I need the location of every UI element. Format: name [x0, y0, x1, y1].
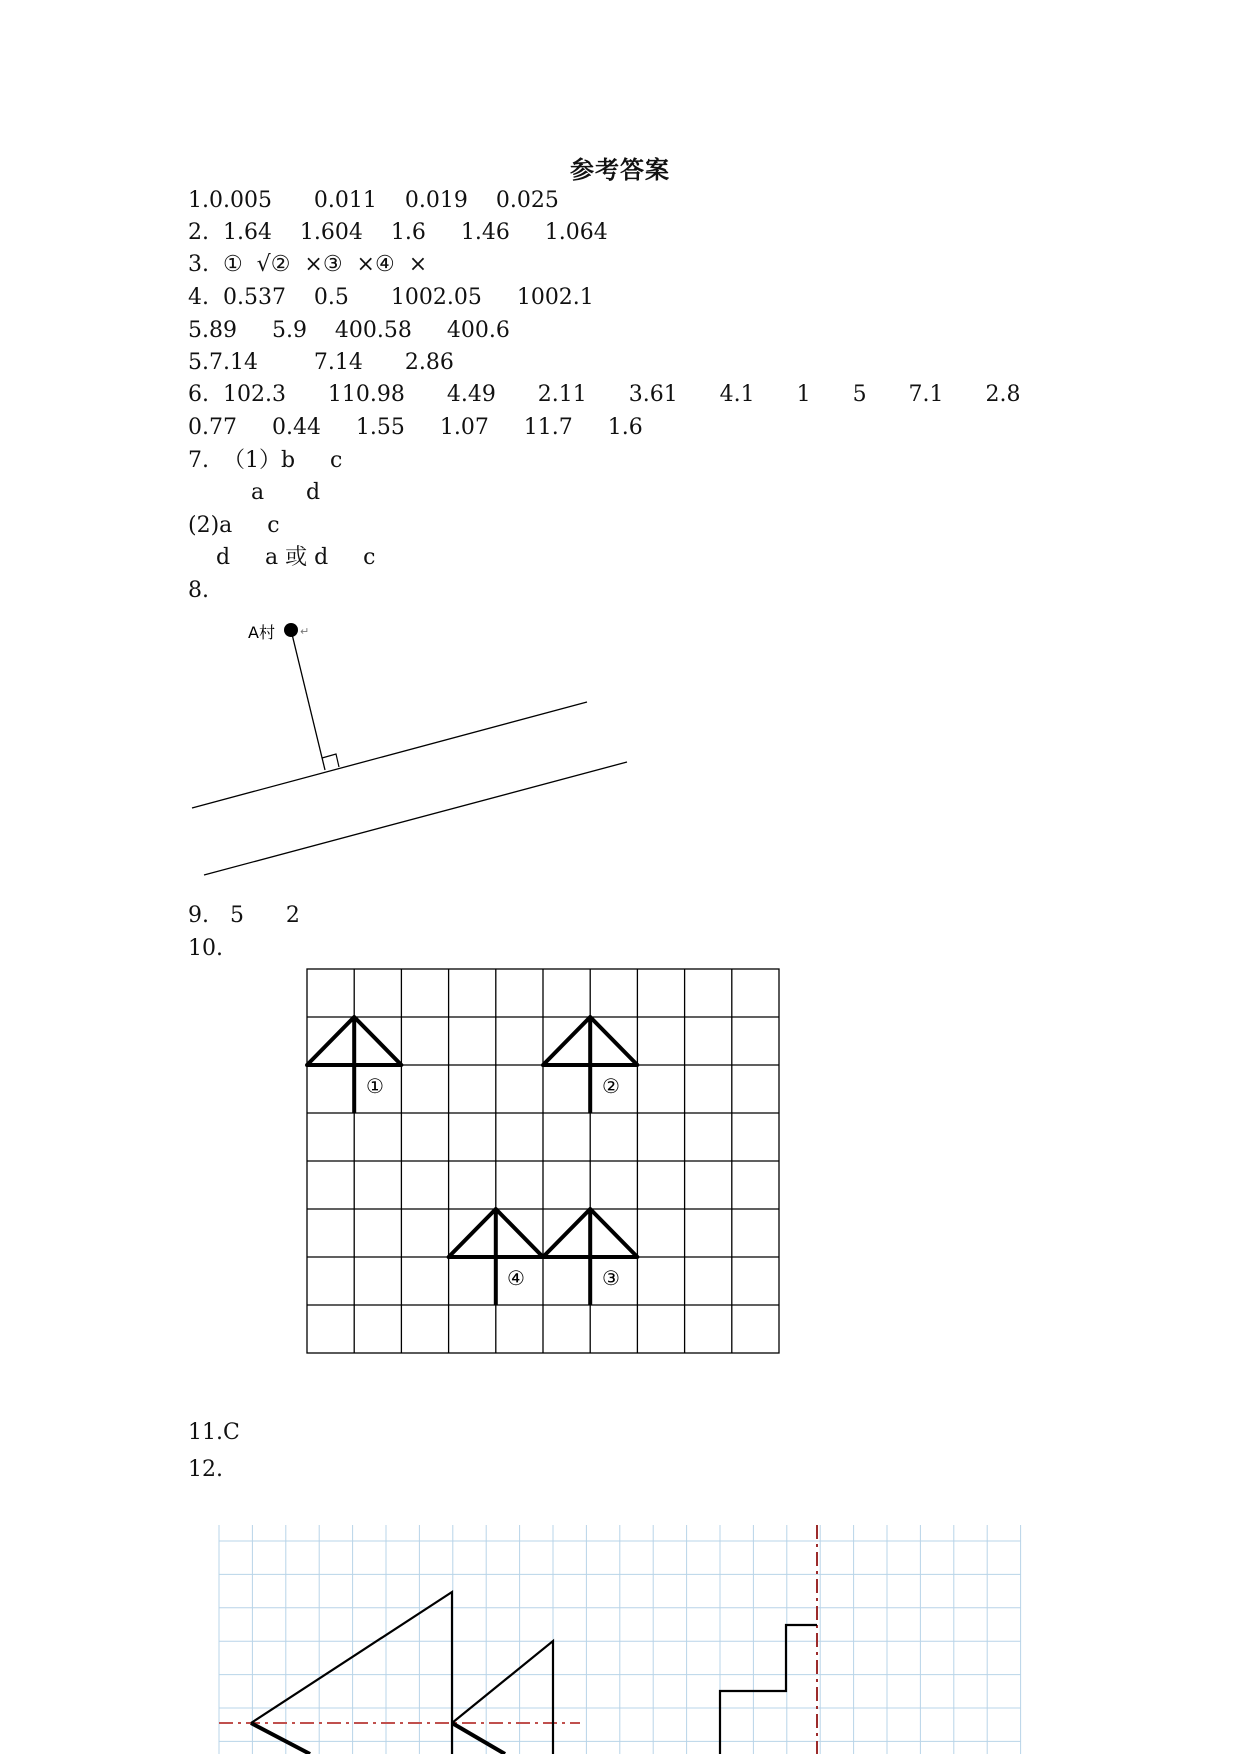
marker-3: ③ — [602, 1266, 620, 1290]
perpendicular-line — [291, 630, 325, 770]
answer-line-7c: (2)a c — [188, 513, 280, 538]
answer-line-5a: 5.89 5.9 400.58 400.6 — [188, 318, 510, 343]
marker-2: ② — [602, 1074, 620, 1098]
answer-line-1: 1.0.005 0.011 0.019 0.025 — [188, 188, 559, 213]
answer-line-8: 8. — [188, 578, 209, 603]
triangle-large-lower-edge — [251, 1723, 310, 1754]
triangle-small-lower-edge — [452, 1723, 505, 1754]
arrow-shape-1 — [307, 1017, 401, 1113]
right-angle-mark — [322, 754, 339, 767]
answer-line-4: 4. 0.537 0.5 1002.05 1002.1 — [188, 285, 594, 310]
answer-line-2: 2. 1.64 1.604 1.6 1.46 1.064 — [188, 220, 608, 245]
q8-figure — [180, 610, 650, 890]
answer-line-11: 11.C — [188, 1420, 240, 1445]
village-label: A村 — [248, 623, 275, 642]
step-shape — [720, 1625, 817, 1754]
answer-line-7a: 7. （1）b c — [188, 448, 343, 473]
answer-line-12: 12. — [188, 1457, 223, 1482]
arrow-shape-2 — [543, 1017, 637, 1113]
arrow-shape-4 — [449, 1209, 543, 1305]
answer-line-6a: 6. 102.3 110.98 4.49 2.11 3.61 4.1 1 5 7.1 2.8 — [188, 382, 1021, 407]
answer-line-7b: a d — [188, 480, 321, 505]
answer-line-10: 10. — [188, 936, 223, 961]
arrow-shape-3 — [543, 1209, 637, 1305]
q10-grid-figure — [305, 967, 785, 1359]
q12-grid — [219, 1525, 1021, 1754]
answer-line-5b: 5.7.14 7.14 2.86 — [188, 350, 454, 375]
triangle-large — [251, 1592, 452, 1754]
q12-figure — [215, 1525, 1025, 1754]
answer-line-7d: d a 或 d c — [188, 545, 376, 570]
page-title: 参考答案 — [570, 155, 670, 184]
road-line-upper — [192, 702, 587, 808]
svg-text:↵: ↵ — [300, 625, 310, 638]
q10-grid — [307, 969, 779, 1353]
answer-line-6b: 0.77 0.44 1.55 1.07 11.7 1.6 — [188, 415, 643, 440]
answer-line-3: 3. ① √② ×③ ×④ × — [188, 252, 428, 277]
marker-4: ④ — [507, 1266, 525, 1290]
triangle-small — [452, 1641, 553, 1754]
answer-line-9: 9. 5 2 — [188, 903, 300, 928]
marker-1: ① — [366, 1074, 384, 1098]
road-line-lower — [204, 762, 627, 875]
